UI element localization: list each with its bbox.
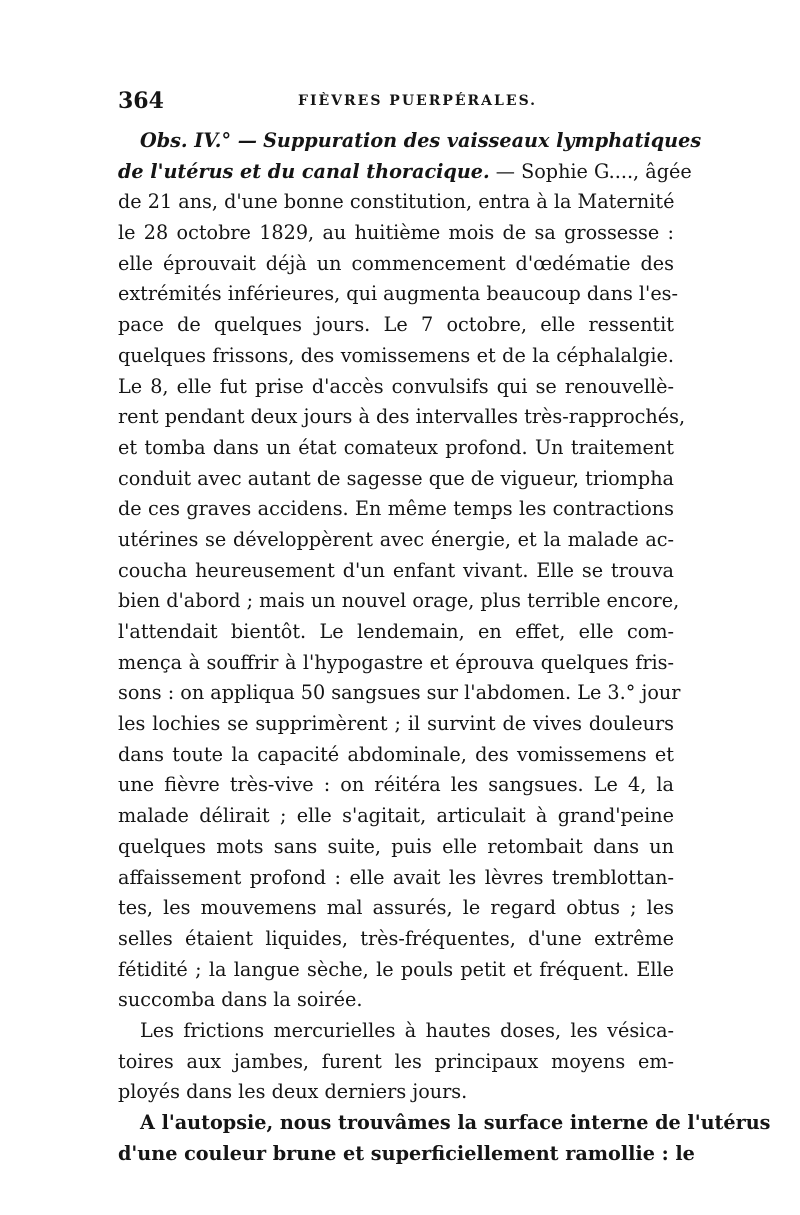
text-line: quelques frissons, des vomissemens et de la céphalalgie. bbox=[118, 343, 674, 367]
text-line: sons : on appliqua 50 sangsues sur l'abdomen. Le 3.° jour bbox=[118, 681, 681, 705]
text-line: elle éprouvait déjà un commencement d'œdématie des bbox=[118, 251, 674, 275]
text-line: malade délirait ; elle s'agitait, articulait à grand'peine bbox=[118, 804, 674, 828]
text-line: tes, les mouvemens mal assurés, le regard obtus ; les bbox=[118, 896, 674, 920]
running-title: FIÈVRES PUERPÉRALES. bbox=[298, 93, 538, 109]
observation-heading-line-2 bbox=[118, 157, 692, 188]
patient-intro: — Sophie G...., âgée bbox=[495, 159, 692, 183]
text-line: affaissement profond : elle avait les lèvres tremblottan- bbox=[118, 865, 674, 889]
text-line: conduit avec autant de sagesse que de vigueur, triompha bbox=[118, 466, 674, 490]
text-line: coucha heureusement d'un enfant vivant. Elle se trouva bbox=[118, 558, 674, 582]
text-line: l'attendait bientôt. Le lendemain, en effet, elle com- bbox=[118, 620, 674, 643]
text-line: succomba dans la soirée. bbox=[118, 988, 363, 1012]
text-line: bien d'abord ; mais un nouvel orage, plus terrible encore, bbox=[118, 589, 680, 613]
page-number: 364 bbox=[118, 88, 164, 114]
body-text bbox=[118, 126, 771, 1169]
text-line: pace de quelques jours. Le 7 octobre, elle ressentit bbox=[118, 313, 674, 337]
text-line: rent pendant deux jours à des intervalles très-rapprochés, bbox=[118, 405, 686, 429]
text-line: ployés dans les deux derniers jours. bbox=[118, 1080, 468, 1104]
observation-title-part-1: Suppuration des vaisseaux lymphatiques bbox=[263, 129, 702, 152]
text-line: quelques mots sans suite, puis elle retombait dans un bbox=[118, 834, 674, 858]
observation-title-part-2: de l'utérus et du canal thoracique. bbox=[118, 159, 490, 183]
text-line: les lochies se supprimèrent ; il survint de vives douleurs bbox=[118, 712, 674, 736]
text-line: Le 8, elle fut prise d'accès convulsifs qui se renouvellè- bbox=[118, 374, 674, 398]
text-line: de 21 ans, d'une bonne constitution, entra à la Maternité bbox=[118, 190, 675, 214]
text-line: mença à souffrir à l'hypogastre et éprouva quelques fris- bbox=[118, 650, 674, 674]
text-line: le 28 octobre 1829, au huitième mois de sa grossesse : bbox=[118, 221, 674, 245]
text-line: selles étaient liquides, très-fréquentes, d'une extrême bbox=[118, 926, 674, 950]
text-line: fétidité ; la langue sèche, le pouls petit et fréquent. Elle bbox=[118, 957, 674, 981]
text-line: toires aux jambes, furent les principaux moyens em- bbox=[118, 1049, 674, 1073]
text-line: extrémités inférieures, qui augmenta beaucoup dans l'es- bbox=[118, 282, 679, 306]
text-line: une fièvre très-vive : on réitéra les sangsues. Le 4, la bbox=[118, 773, 674, 797]
text-line: dans toute la capacité abdominale, des vomissemens et bbox=[118, 742, 674, 766]
observation-label: Obs. IV.° — bbox=[140, 129, 257, 152]
text-line: de ces graves accidens. En même temps les contractions bbox=[118, 497, 674, 521]
text-line: et tomba dans un état comateux profond. Un traitement bbox=[118, 435, 674, 459]
text-line: d'une couleur brune et superficiellement ramollie : le bbox=[118, 1141, 695, 1165]
text-line: Les frictions mercurielles à hautes doses, les vésica- bbox=[140, 1018, 674, 1042]
text-line: A l'autopsie, nous trouvâmes la surface interne de l'utérus bbox=[140, 1111, 771, 1134]
observation-heading-line bbox=[118, 126, 702, 157]
text-line: utérines se développèrent avec énergie, et la malade ac- bbox=[118, 527, 674, 551]
page-header bbox=[118, 88, 678, 118]
